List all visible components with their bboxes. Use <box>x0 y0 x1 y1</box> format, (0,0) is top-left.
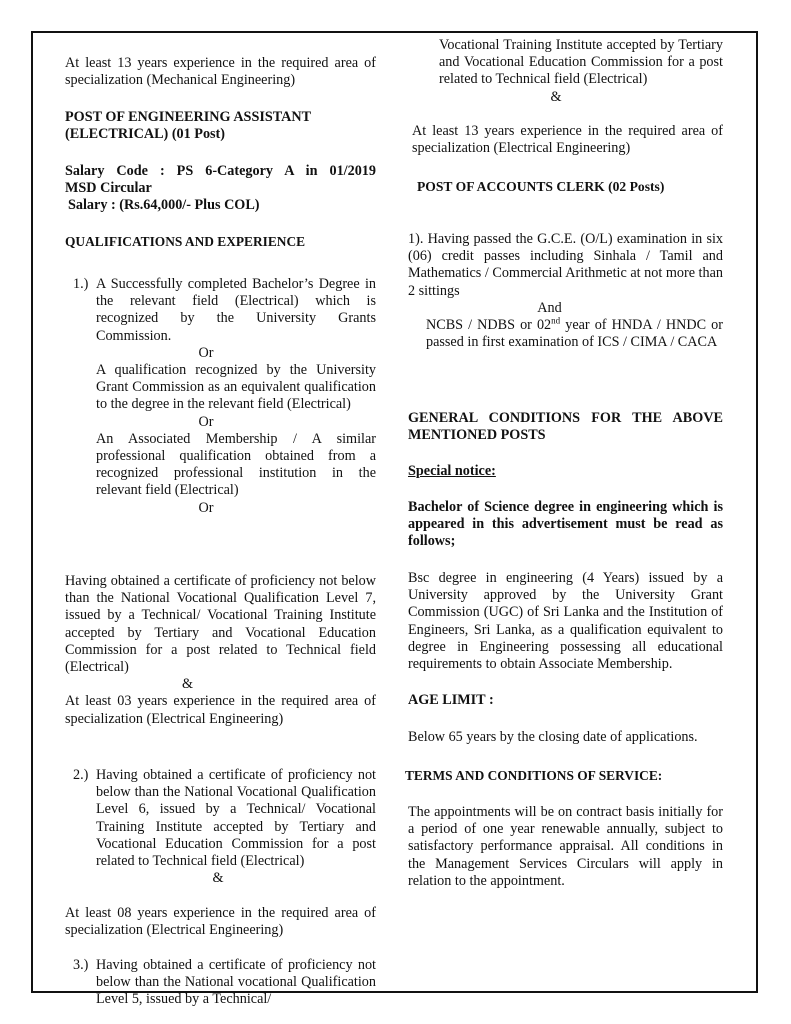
item3-text: Having obtained a certificate of proficiency not below than the National vocational Qualification Level 5, issued by a Technical/ <box>96 957 376 1008</box>
salary: Salary : (Rs.64,000/- Plus COL) <box>68 197 260 213</box>
nvq7-block <box>65 573 376 728</box>
nvq7-experience: At least 03 years experience in the required area of specialization (Electrical Engineering) <box>65 693 376 727</box>
item2-text: Having obtained a certificate of proficiency not below than the National Vocational Qualification Level 6, issued by a Technical/ Vocational Training Institute accepted by Tertiary and Vocational Education Commission for a post related to Technical field (Electrical) <box>96 767 376 870</box>
item2-number: 2.) <box>73 767 89 783</box>
age-limit-text: Below 65 years by the closing date of applications. <box>408 729 698 745</box>
accounts-ncbs <box>426 317 723 351</box>
item1-or-1: Or <box>198 344 214 361</box>
special-notice-heading: Special notice: <box>408 463 496 479</box>
item1-or-2: Or <box>198 413 214 430</box>
accounts-item1: 1). Having passed the G.C.E. (O/L) examination in six (06) credit passes including Sinhala / Tamil and Mathematics / Commercial Arithmetic at not more than 2 sittings <box>408 231 723 299</box>
item1-number: 1.) <box>73 276 89 292</box>
accounts-ncbs-sup: nd <box>551 315 561 326</box>
general-conditions-heading: GENERAL CONDITIONS FOR THE ABOVE MENTIONED POSTS <box>408 410 723 444</box>
terms-heading: TERMS AND CONDITIONS OF SERVICE: <box>405 768 663 783</box>
nvq7-amp: & <box>181 676 194 693</box>
item2-experience: At least 08 years experience in the required area of specialization (Electrical Engineering) <box>65 905 376 939</box>
special-notice-text: Bachelor of Science degree in engineering which is appeared in this advertisement must be read as follows; <box>408 499 723 550</box>
item3-experience: At least 13 years experience in the required area of specialization (Electrical Engineering) <box>412 123 723 157</box>
item1-option-c: An Associated Membership / A similar professional qualification obtained from a recognized professional institution in the relevant field (Electrical) <box>96 430 376 499</box>
qualifications-heading: QUALIFICATIONS AND EXPERIENCE <box>65 234 306 249</box>
item1-option-b: A qualification recognized by the University Grant Commission as an equivalent qualification to the degree in the relevant field (Electrical) <box>96 362 376 413</box>
accounts-ncbs-post: year of HNDA / HNDC or passed in first examination of ICS / CIMA / CACA <box>426 317 723 351</box>
terms-text: The appointments will be on contract basis initially for a period of one year renewable annually, subject to satisfactory performance appraisal. All conditions in the Management Services Circulars will apply in relation to the appointment. <box>408 804 723 889</box>
item3-amp: & <box>550 88 562 105</box>
nvq7-text: Having obtained a certificate of proficiency not below than the National Vocational Qualification Level 7, issued by a Technical/ Vocational Training Institute accepted by Tertiary and Vocational Education Commission for a post related to Technical field (Electrical) <box>65 573 376 676</box>
item2-block <box>96 767 376 887</box>
salary-code-line2: MSD Circular <box>65 180 152 196</box>
post-title-line2: (ELECTRICAL) (01 Post) <box>65 126 226 142</box>
post-title-line1: POST OF ENGINEERING ASSISTANT <box>65 109 312 125</box>
item2-amp: & <box>212 870 224 887</box>
item1-option-a: A Successfully completed Bachelor’s Degree in the relevant field (Electrical) which is recognized by the University Grants Commission. <box>96 276 376 344</box>
document-frame <box>31 31 758 1008</box>
bsc-text: Bsc degree in engineering (4 Years) issued by a University approved by the University Grant Commission (UGC) of Sri Lanka and the Institution of Engineers, Sri Lanka, as a qualification equivalent to degree in Engineering possessing all educational requirements to obtain Associate Membership. <box>408 570 723 673</box>
salary-code-line1: Salary Code : PS 6-Category A in 01/2019 <box>65 163 376 179</box>
accounts-and: And <box>537 300 562 316</box>
item3-continued-block <box>439 37 723 106</box>
item3-number: 3.) <box>73 957 89 973</box>
accounts-ncbs-pre: NCBS / NDBS or 02 <box>426 317 552 333</box>
intro-experience: At least 13 years experience in the required area of specialization (Mechanical Engineering) <box>65 55 376 89</box>
item1-block <box>96 276 376 517</box>
age-limit-heading: AGE LIMIT : <box>408 692 494 708</box>
item3-continued: Vocational Training Institute accepted by Tertiary and Vocational Education Commission for a post related to Technical field (Electrical) <box>439 37 723 88</box>
accounts-clerk-title: POST OF ACCOUNTS CLERK (02 Posts) <box>417 179 665 194</box>
item1-or-3: Or <box>198 499 214 516</box>
